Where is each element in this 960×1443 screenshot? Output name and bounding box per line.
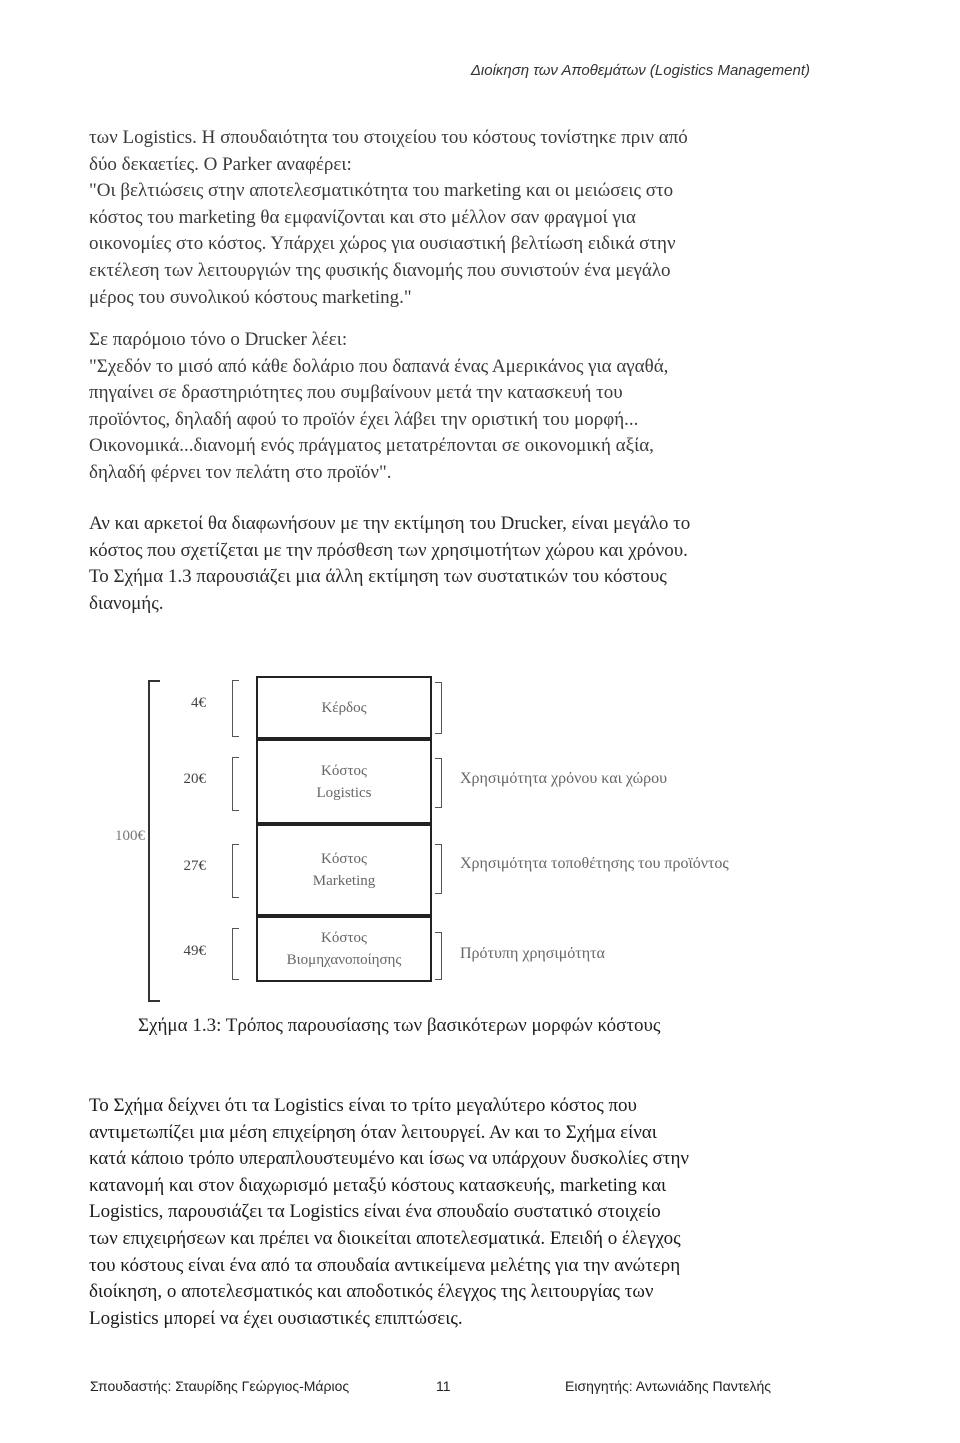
text-line: εκτέλεση των λειτουργιών της φυσικής διανομής που συνιστούν ένα μεγάλο <box>89 259 671 281</box>
amount-profit: 4€ <box>191 695 206 711</box>
amount-marketing: 27€ <box>183 858 206 874</box>
text-line: προϊόντος, δηλαδή αφού το προϊόν έχει λάβει την οριστική του μορφή... <box>89 408 639 430</box>
box-label: Κόστος <box>321 762 367 779</box>
text-line: των επιχειρήσεων και πρέπει να διοικείται αποτελεσματικά. Επειδή ο έλεγχος <box>89 1227 681 1249</box>
paragraph-figure-discussion <box>89 1093 809 1332</box>
text-line: "Οι βελτιώσεις στην αποτελεσματικότητα του marketing και οι μειώσεις στο <box>89 180 674 202</box>
text-line: "Σχεδόν το μισό από κάθε δολάριο που δαπανά ένας Αμερικάνος για αγαθά, <box>89 355 669 377</box>
box-label: Βιομηχανοποίησης <box>286 952 402 968</box>
left-bracket <box>232 844 239 898</box>
left-bracket <box>232 757 239 811</box>
right-bracket <box>435 844 442 894</box>
total-amount: 100€ <box>115 828 145 844</box>
text-line: Αν και αρκετοί θα διαφωνήσουν με την εκτίμηση του Drucker, είναι μεγάλο το <box>89 513 691 534</box>
box-marketing-cost <box>256 824 432 916</box>
text-line: δύο δεκαετίες. Ο Parker αναφέρει: <box>89 153 352 175</box>
footer-supervisor: Εισηγητής: Αντωνιάδης Παντελής <box>565 1378 772 1394</box>
figure-caption: Σχήμα 1.3: Τρόπος παρουσίασης των βασικότερων μορφών κόστους <box>138 1015 661 1036</box>
text-line: πηγαίνει σε δραστηριότητες που συμβαίνουν μετά την κατασκευή του <box>89 382 623 404</box>
text-line: των Logistics. Η σπουδαιότητα του στοιχείου του κόστους τονίστηκε πριν από <box>89 127 688 148</box>
text-line: κατά κάποιο τρόπο υπεραπλουστευμένο και ίσως να υπάρχουν δυσκολίες στην <box>89 1148 689 1170</box>
footer-student: Σπουδαστής: Σταυρίδης Γεώργιος-Μάριος <box>90 1378 350 1394</box>
text-line: αντιμετωπίζει μια μέση επιχείρηση όταν λειτουργεί. Αν και το Σχήμα είναι <box>89 1121 657 1143</box>
paragraph-cost-estimate <box>89 511 809 617</box>
left-bracket <box>232 680 239 737</box>
box-label: Κόστος <box>321 930 367 946</box>
left-bracket <box>232 928 239 980</box>
right-bracket <box>435 682 442 734</box>
utility-time-place: Χρησιμότητα χρόνου και χώρου <box>460 770 668 787</box>
box-manufacturing-cost <box>256 916 432 982</box>
text-line: Σε παρόμοιο τόνο ο Drucker λέει: <box>89 329 348 350</box>
box-profit <box>256 676 432 739</box>
utility-form: Πρότυπη χρησιμότητα <box>460 945 605 962</box>
text-line: δηλαδή φέρνει τον πελάτη στο προϊόν". <box>89 461 392 483</box>
text-line: του κόστους είναι ένα από τα σπουδαία αντικείμενα μελέτης για την ανώτερη <box>89 1254 681 1276</box>
right-bracket <box>435 932 442 980</box>
text-line: μέρος του συνολικού κόστους marketing." <box>89 286 412 308</box>
text-line: Οικονομικά...διανομή ενός πράγματος μετατρέπονται σε οικονομική αξία, <box>89 435 654 457</box>
footer-page-number: 11 <box>436 1378 451 1394</box>
text-line: κατανομή και στον διαχωρισμό μεταξύ κόστους κατασκευής, marketing και <box>89 1174 667 1196</box>
box-label: Logistics <box>316 784 372 801</box>
box-logistics-cost <box>256 739 432 824</box>
paragraph-drucker-quote <box>89 327 809 487</box>
text-line: Logistics μπορεί να έχει ουσιαστικές επιπτώσεις. <box>89 1307 463 1329</box>
amount-manufacturing: 49€ <box>183 943 206 959</box>
total-bracket <box>148 680 160 1002</box>
text-line: κόστος που σχετίζεται με την πρόσθεση των χρησιμοτήτων χώρου και χρόνου. <box>89 539 688 561</box>
utility-product-placement: Χρησιμότητα τοποθέτησης του προϊόντος <box>460 855 729 872</box>
box-label: Κέρδος <box>321 699 367 716</box>
text-line: οικονομίες στο κόστος. Υπάρχει χώρος για ουσιαστική βελτίωση ειδικά στην <box>89 233 676 255</box>
right-bracket <box>435 758 442 808</box>
box-label: Marketing <box>312 873 376 889</box>
text-line: διοίκηση, ο αποτελεσματικός και αποδοτικός έλεγχος της λειτουργίας των <box>89 1281 654 1303</box>
text-line: Το Σχήμα δείχνει ότι τα Logistics είναι το τρίτο μεγαλύτερο κόστος που <box>89 1095 637 1116</box>
running-header: Διοίκηση των Αποθεμάτων (Logistics Management) <box>470 62 810 79</box>
box-label: Κόστος <box>321 851 367 867</box>
paragraph-parker-quote <box>89 125 809 311</box>
amount-logistics: 20€ <box>183 771 206 787</box>
text-line: διανομής. <box>89 592 164 614</box>
text-line: Το Σχήμα 1.3 παρουσιάζει μια άλλη εκτίμηση των συστατικών του κόστους <box>89 566 667 588</box>
text-line: Logistics, παρουσιάζει τα Logistics είναι ένα σπουδαίο συστατικό στοιχείο <box>89 1201 661 1223</box>
text-line: κόστος του marketing θα εμφανίζονται και στο μέλλον σαν φραγμοί για <box>89 206 636 228</box>
